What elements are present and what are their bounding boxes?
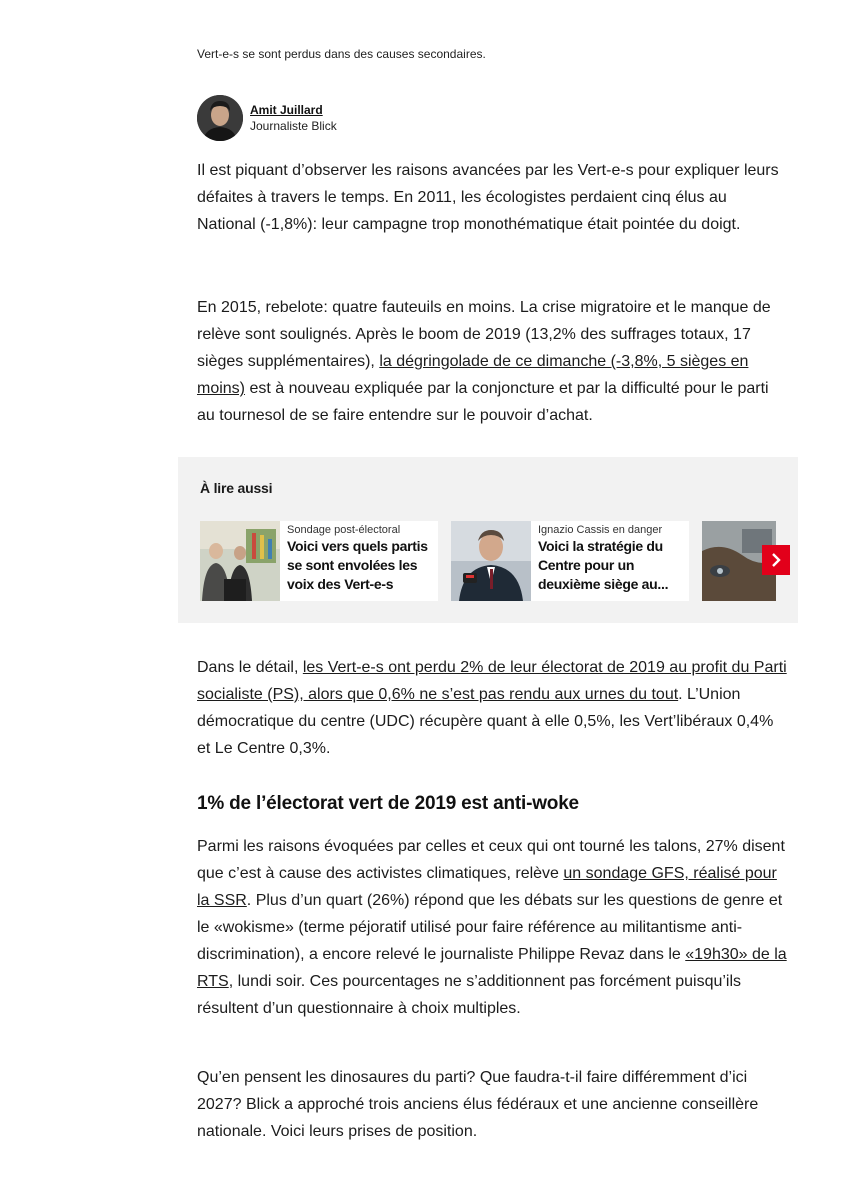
link-sondage-gfs[interactable]: un sondage GFS, réalisé pour la SSR xyxy=(197,865,777,909)
paragraph-3-text-end: . L’Union démocratique du centre (UDC) récupère quant à elle 0,5%, les Vert’libéraux 0,4% et Le Centre 0,3%. xyxy=(197,686,774,757)
paragraph-3-text: Dans le détail, xyxy=(197,659,303,676)
author-name-link[interactable]: Amit Juillard xyxy=(250,103,323,117)
author-block xyxy=(197,95,337,141)
article-link-electorat[interactable]: les Vert-e-s ont perdu 2% de leur électorat de 2019 au profit du Parti socialiste (PS), alors que 0,6% ne s’est pas rendu aux urnes du tout xyxy=(197,659,787,703)
paragraph-4 xyxy=(197,833,787,1022)
article-link-degringolade[interactable]: la dégringolade de ce dimanche (-3,8%, 5 sièges en moins) xyxy=(197,353,749,397)
related-card-kicker: Sondage post-électoral xyxy=(287,524,401,536)
paragraph-2-text-end: est à nouveau expliquée par la conjoncture et par la difficulté pour le parti au tournesol de se faire entendre sur le pouvoir d’achat. xyxy=(197,380,769,424)
paragraph-5: Qu’en pensent les dinosaures du parti? Que faudra-t-il faire différemment d’ici 2027? Blick a approché trois anciens élus fédéraux et une ancienne conseillère nationale. Voici leurs prises de position. xyxy=(197,1069,759,1140)
related-card-title[interactable]: Voici la stratégie du Centre pour un deuxième siège au... xyxy=(538,538,669,592)
chevron-right-icon xyxy=(770,553,782,567)
related-card-kicker: Ignazio Cassis en danger xyxy=(538,524,663,536)
paragraph-2 xyxy=(197,294,787,429)
related-card[interactable] xyxy=(200,521,438,601)
author-role: Journaliste Blick xyxy=(250,119,337,133)
paragraph-3 xyxy=(197,654,787,762)
paragraph-2-text: En 2015, rebelote: quatre fauteuils en moins. La crise migratoire et le manque de relève sont soulignés. Après le boom de 2019 (13,2% des suffrages totaux, 17 sièges supplémentaires), xyxy=(197,299,771,370)
related-card-thumbnail xyxy=(200,521,280,601)
paragraph-4-text-middle: . Plus d’un quart (26%) répond que les débats sur les questions de genre et le «wokisme» (terme péjoratif utilisé pour faire référence au militantisme anti-discrimination), a encore relevé le journaliste Philippe Revaz dans le xyxy=(197,892,783,963)
paragraph-1: Il est piquant d’observer les raisons avancées par les Vert-e-s pour expliquer leurs défaites à travers le temps. En 2011, les écologistes perdaient cinq élus au National (-1,8%): leur campagne trop monothématique était pointée du doigt. xyxy=(197,162,779,233)
related-title: À lire aussi xyxy=(200,480,273,496)
section-heading: 1% de l’électorat vert de 2019 est anti-woke xyxy=(197,793,579,814)
avatar[interactable] xyxy=(197,95,243,141)
related-card[interactable] xyxy=(451,521,689,601)
related-card-title[interactable]: Voici vers quels partis se sont envolées les voix des Vert-e-s xyxy=(287,538,428,592)
carousel-next-button[interactable] xyxy=(762,545,790,575)
related-card-thumbnail xyxy=(451,521,531,601)
image-caption: Vert-e-s se sont perdus dans des causes secondaires. xyxy=(197,47,486,61)
paragraph-4-text-end: , lundi soir. Ces pourcentages ne s’additionnent pas forcément puisqu’ils résultent d’un questionnaire à choix multiples. xyxy=(197,973,742,1017)
related-articles xyxy=(178,457,798,623)
paragraph-4-text: Parmi les raisons évoquées par celles et ceux qui ont tourné les talons, 27% disent que c’est à cause des activistes climatiques, relève xyxy=(197,838,785,882)
link-19h30-rts[interactable]: «19h30» de la RTS xyxy=(197,946,787,990)
